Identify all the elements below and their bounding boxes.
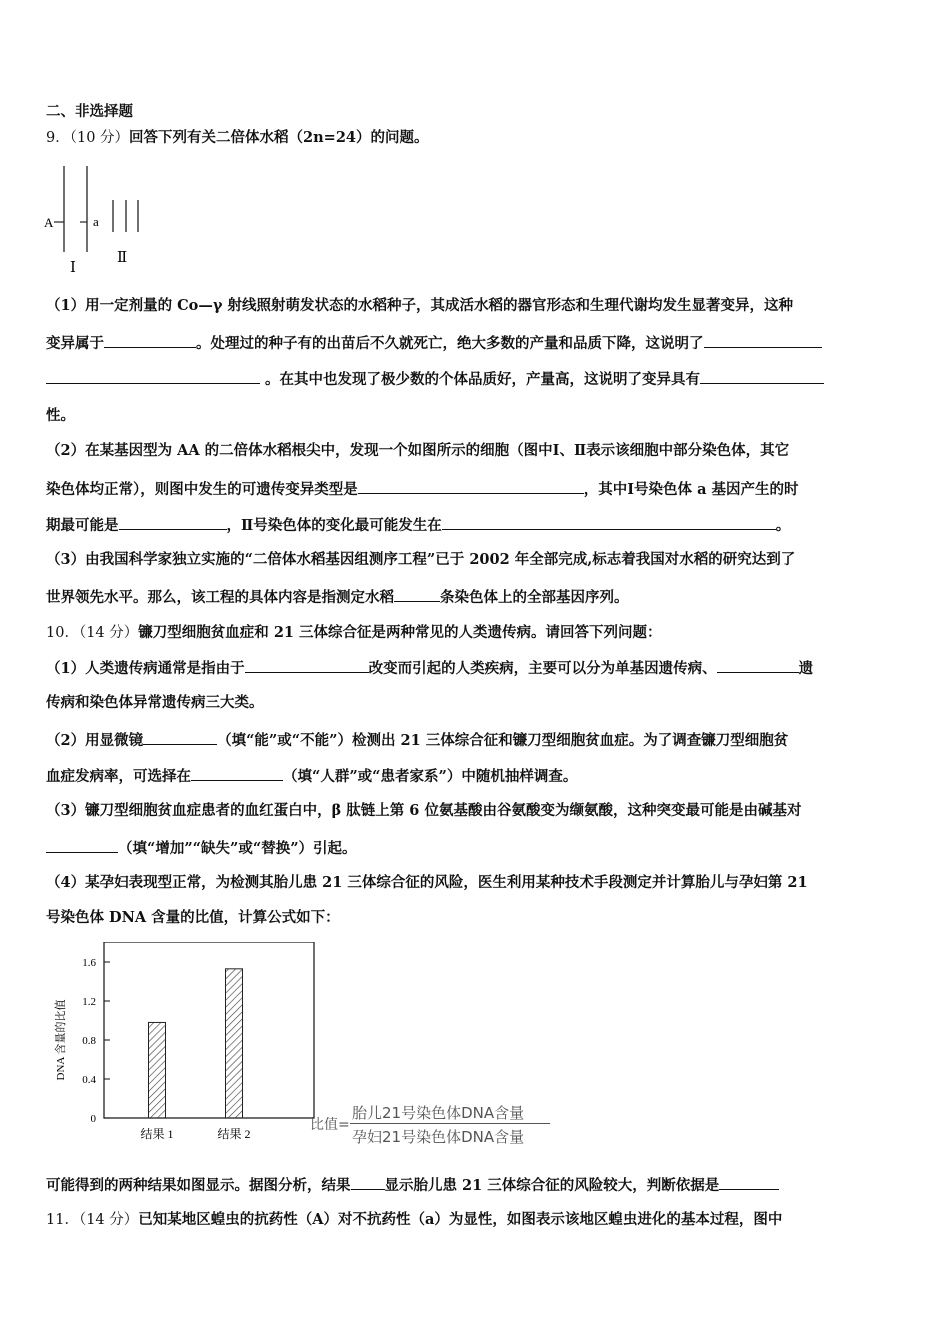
q10-p2-line1: （2）用显微镜 （填“能”或“不能”）检测出 21 三体综合征和镰刀型细胞贫血症。为了调查镰刀型细胞贫: [46, 729, 908, 751]
q9-p1-line4: 性。: [46, 407, 75, 424]
answer-blank[interactable]: [351, 1174, 385, 1190]
answer-blank[interactable]: [143, 729, 217, 745]
x-tick-label: 结果 2: [217, 1127, 251, 1141]
answer-blank[interactable]: [46, 368, 260, 384]
q10-p3-line2: （填“增加”“缺失”或“替换”）引起。: [46, 837, 908, 859]
y-tick-label: 1.6: [82, 957, 96, 969]
chromosome-figure: [40, 160, 160, 280]
q10-p2-line2: 血症发病率，可选择在 （填“人群”或“患者家系”）中随机抽样调查。: [46, 765, 908, 787]
q11-number: 11．: [46, 1212, 79, 1228]
q10-p4-line3: 可能得到的两种结果如图显示。据图分析，结果 显示胎儿患 21 三体综合征的风险较大，判断依据是: [46, 1174, 908, 1196]
q11-stem: 已知某地区蝗虫的抗药性（A）对不抗药性（a）为显性，如图表示该地区蝗虫进化的基本过程，图中: [138, 1211, 783, 1228]
formula-label: 比值=: [310, 1117, 350, 1133]
q10-p1-line2: 传病和染色体异常遗传病三大类。: [46, 694, 264, 711]
q9-score: （10 分）: [69, 130, 130, 146]
answer-blank[interactable]: [191, 765, 283, 781]
dna-ratio-chart: [50, 942, 320, 1152]
q9-p2-line3: 期最可能是 ，Ⅱ号染色体的变化最可能发生在 。: [46, 514, 908, 536]
label-II: Ⅱ: [117, 250, 128, 266]
answer-blank[interactable]: [104, 332, 196, 348]
x-tick-label: 结果 1: [140, 1127, 174, 1141]
q10-heading: [46, 623, 908, 643]
y-tick-label: 0.4: [82, 1074, 96, 1086]
y-axis-label: DNA 含量的比值: [55, 999, 67, 1081]
formula-numerator: 胎儿21号染色体DNA含量: [352, 1104, 525, 1122]
q10-p4-line1: （4）某孕妇表现型正常，为检测其胎儿患 21 三体综合征的风险，医生利用某种技术手段测定并计算胎儿与孕妇第 21: [46, 874, 808, 891]
formula-denominator: 孕妇21号染色体DNA含量: [352, 1128, 525, 1146]
q9-p3-line1: （3）由我国科学家独立实施的“二倍体水稻基因组测序工程”已于 2002 年全部完成,标志着我国对水稻的研究达到了: [46, 551, 796, 568]
q10-p1-line1: （1）人类遗传病通常是指由于 改变而引起的人类疾病，主要可以分为单基因遗传病、 遗: [46, 657, 908, 679]
answer-blank[interactable]: [717, 657, 799, 673]
q9-p1-line1: （1）用一定剂量的 Co—γ 射线照射萌发状态的水稻种子，其成活水稻的器官形态和生理代谢均发生显著变异，这种: [46, 297, 793, 314]
q10-p3-line1: （3）镰刀型细胞贫血症患者的血红蛋白中，β 肽链上第 6 位氨基酸由谷氨酸变为缬氨酸，这种突变最可能是由碱基对: [46, 802, 802, 819]
q9-heading: [46, 128, 908, 148]
answer-blank[interactable]: [358, 478, 584, 494]
ratio-formula: [310, 1100, 560, 1148]
q9-stem: 回答下列有关二倍体水稻（2n=24）的问题。: [129, 129, 429, 146]
answer-blank[interactable]: [394, 586, 440, 602]
answer-blank[interactable]: [46, 837, 118, 853]
q9-p2-line2: 染色体均正常），则图中发生的可遗传变异类型是 ，其中Ⅰ号染色体 a 基因产生的时: [46, 478, 908, 500]
q10-score: （14 分）: [78, 625, 139, 641]
answer-blank[interactable]: [704, 332, 822, 348]
label-a: a: [93, 214, 99, 229]
q9-p3-line2: 世界领先水平。那么，该工程的具体内容是指测定水稻 条染色体上的全部基因序列。: [46, 586, 908, 608]
q9-number: 9．: [46, 130, 70, 146]
y-tick-label: 0: [90, 1113, 96, 1125]
q9-p2-line1: （2）在某基因型为 AA 的二倍体水稻根尖中，发现一个如图所示的细胞（图中Ⅰ、Ⅱ表示该细胞中部分染色体，其它: [46, 442, 790, 459]
q9-p1-line3: 。在其中也发现了极少数的个体品质好，产量高，这说明了变异具有: [46, 368, 908, 390]
label-I: Ⅰ: [70, 260, 76, 276]
q11-score: （14 分）: [78, 1212, 139, 1228]
answer-blank[interactable]: [119, 514, 227, 530]
bar-result-2: [226, 969, 243, 1118]
section-title: 二、非选择题: [46, 103, 133, 120]
plot-frame: [104, 942, 314, 1118]
answer-blank[interactable]: [245, 657, 369, 673]
q10-p4-line2: 号染色体 DNA 含量的比值，计算公式如下：: [46, 909, 340, 926]
label-A: A: [44, 215, 54, 230]
formula-fraction-bar: [350, 1123, 550, 1124]
q11-heading: [46, 1210, 908, 1230]
y-tick-label: 1.2: [82, 996, 96, 1008]
y-tick-label: 0.8: [82, 1035, 96, 1047]
bar-result-1: [149, 1022, 166, 1118]
answer-blank[interactable]: [719, 1174, 779, 1190]
q10-number: 10．: [46, 625, 79, 641]
q10-stem: 镰刀型细胞贫血症和 21 三体综合征是两种常见的人类遗传病。请回答下列问题：: [138, 624, 662, 641]
answer-blank[interactable]: [700, 368, 824, 384]
answer-blank[interactable]: [442, 514, 776, 530]
q9-p1-line2: 变异属于 。处理过的种子有的出苗后不久就死亡，绝大多数的产量和品质下降，这说明了: [46, 332, 908, 354]
